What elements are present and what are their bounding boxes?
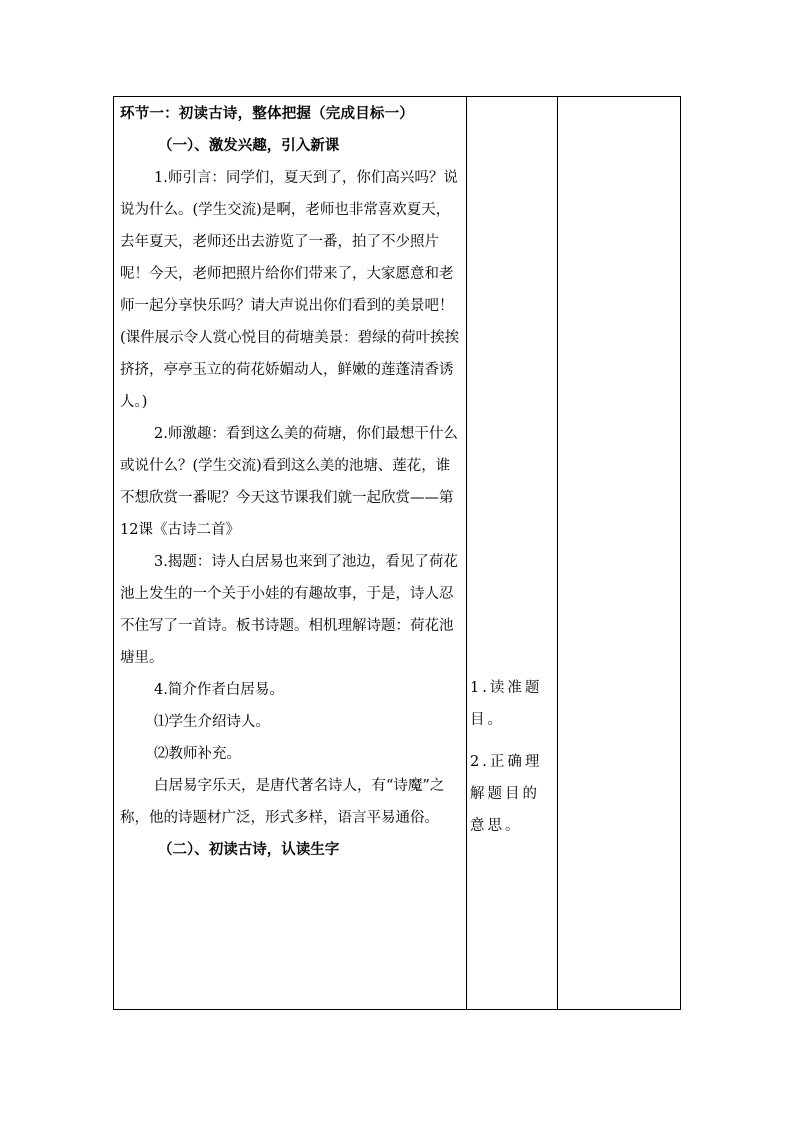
paragraph-author-intro: 4.简介作者白居易。 (154, 682, 284, 698)
paragraph-reveal-title: 3.揭题：诗人白居易也来到了池边，看见了荷花池上发生的一个关于小娃的有趣故事，于是，诗人忍不住写了一首诗。板书诗题。相机理解诗题：荷花池塘里。 (120, 554, 458, 666)
goals-column (470, 672, 554, 842)
paragraph-teacher-intro: 1.师引言：同学们，夏天到了，你们高兴吗？说说为什么。(学生交流)是啊，老师也非常喜欢夏天，去年夏天，老师还出去游览了一番，拍了不少照片呢！今天，老师把照片给你们带来了，大家愿意和老师一起分享快乐吗？请大声说出你们看到的美景吧！(课件展示令人赏心悦目的荷塘美景：碧绿的荷叶挨挨挤挤，亭亭玉立的荷花娇媚动人，鲜嫩的莲蓬清香诱人。) (120, 170, 460, 410)
section-title-2: （二）、初读古诗，认读生字 (158, 841, 340, 858)
sub-item-teacher-supplement: ⑵教师补充。 (154, 746, 241, 762)
section-title-1: （一）、激发兴趣，引入新课 (158, 137, 340, 154)
lesson-plan-table (113, 96, 681, 1010)
paragraph-teacher-motivate: 2.师激趣：看到这么美的荷塘，你们最想干什么或说什么？(学生交流)看到这么美的池塘、莲花，谁不想欣赏一番呢？今天这节课我们就一起欣赏——第12课《古诗二首》 (120, 426, 458, 538)
column-divider-1 (466, 97, 467, 1009)
sub-item-students-introduce: ⑴学生介绍诗人。 (154, 714, 270, 730)
goal-item-2: 2.正确理解题目的意思。 (470, 754, 543, 834)
stage-heading: 环节一：初读古诗，整体把握（完成目标一） (120, 105, 414, 122)
goal-item-1: 1.读准题目。 (470, 680, 543, 728)
paragraph-author-bio: 白居易字乐天，是唐代著名诗人，有“诗魔”之称，他的诗题材广泛，形式多样，语言平易通俗。 (120, 778, 445, 826)
teaching-process-column (120, 97, 462, 866)
column-divider-2 (557, 97, 558, 1009)
